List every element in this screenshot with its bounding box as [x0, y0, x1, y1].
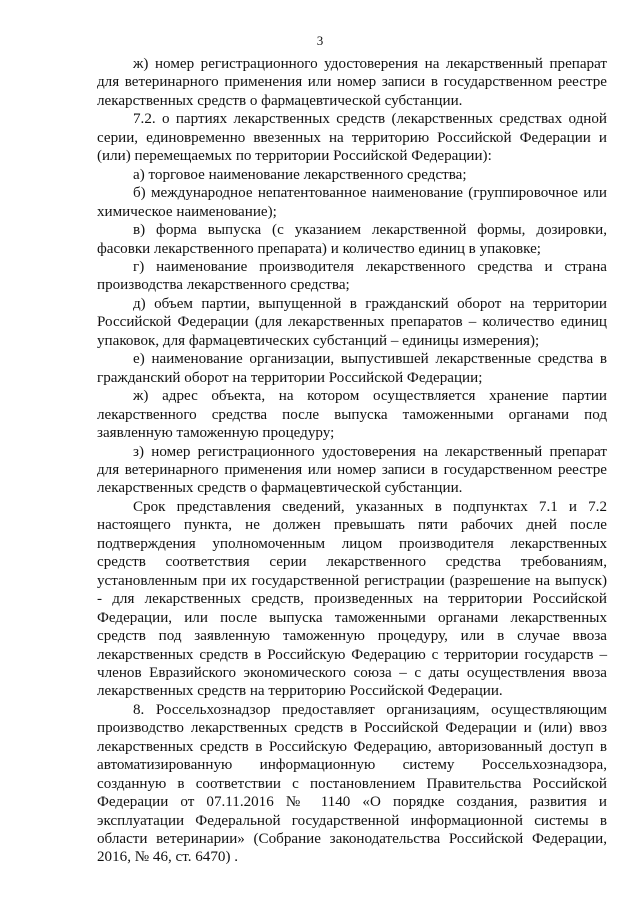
text-line: ж) номер регистрационного удостоверения на лекарственный препарат	[133, 56, 607, 72]
text-line: эксплуатации Федеральной государственной информационной системы в	[97, 812, 607, 829]
text-line: (или) перемещаемых по территории Российской Федерации):	[97, 148, 492, 165]
text-line: е) наименование организации, выпустившей лекарственные средства в	[133, 351, 607, 368]
text-line: 7.2. о партиях лекарственных средств (лекарственных средствах одной	[133, 111, 607, 128]
text-line: д) объем партии, выпущенной в гражданский оборот на территории	[133, 295, 607, 312]
text-line: Федерации, или после выпуска таможенными органами лекарственных	[97, 609, 607, 626]
text-line: гражданский оборот на территории Российской Федерации;	[97, 369, 483, 386]
text-line: заявленную таможенную процедуру;	[97, 425, 335, 442]
text-line: лекарственных средств в Российскую Федерацию, авторизованный доступ в	[97, 738, 607, 755]
text-line: автоматизированную информационную систему Россельхознадзора,	[97, 757, 607, 774]
text-line: 2016, № 46, ст. 6470) .	[97, 849, 239, 866]
text-line: ж) адрес объекта, на котором осуществляется хранение партии	[133, 388, 607, 405]
text-line: серии, единовременно ввезенных на территорию Российской Федерации и	[97, 129, 607, 146]
text-line: средств соответствия серии лекарственного средства требованиям,	[97, 554, 607, 571]
text-line: б) международное непатентованное наименование (группировочное или	[133, 185, 607, 202]
text-line: лекарственных средств в Российскую Федерацию с территории государств –	[97, 646, 607, 663]
text-line: для ветеринарного применения или номер записи в государственном реестре	[97, 461, 607, 478]
text-line: для ветеринарного применения или номер записи в государственном реестре	[97, 74, 607, 91]
text-line: з) номер регистрационного удостоверения на лекарственный препарат	[133, 443, 607, 460]
text-line: - для лекарственных средств, произведенных на территории Российской	[97, 591, 607, 608]
text-line: 8. Россельхознадзор предоставляет организациям, осуществляющим	[133, 701, 607, 718]
text-line: Срок представления сведений, указанных в подпунктах 7.1 и 7.2	[133, 498, 607, 515]
document-body	[97, 55, 607, 867]
text-line: лекарственного средства после выпуска таможенными органами под	[97, 406, 607, 423]
text-line: Российской Федерации (для лекарственных препаратов – количество единиц	[97, 314, 607, 331]
page-number: 3	[316, 33, 324, 48]
text-line: г) наименование производителя лекарственного средства и страна	[133, 258, 607, 275]
text-line: Федерации от 07.11.2016 № 1140 «О порядке создания, развития и	[97, 794, 607, 811]
text-line: производства лекарственного средства;	[97, 277, 350, 294]
text-line: лекарственных средств о фармацевтической субстанции.	[97, 92, 463, 109]
text-line: фасовки лекарственного препарата) и количество единиц в упаковке;	[97, 240, 541, 257]
text-line: производство лекарственных средств в Российской Федерации и (или) ввоз	[97, 720, 607, 737]
text-line: установленным при их государственной регистрации (разрешение на выпуск)	[97, 572, 607, 589]
text-line: в) форма выпуска (с указанием лекарственной формы, дозировки,	[133, 222, 607, 239]
text-line: лекарственных средств о фармацевтической субстанции.	[97, 480, 463, 497]
text-line: подтверждения уполномоченным лицом производителя лекарственных	[97, 535, 607, 552]
text-line: средств под заявленную таможенную процедуру, или в случае ввоза	[97, 628, 607, 645]
text-line: химическое наименование);	[97, 203, 277, 220]
text-line: членов Евразийского экономического союза – с даты осуществления ввоза	[97, 664, 607, 681]
text-line: созданную в соответствии с постановлением Правительства Российской	[97, 775, 607, 792]
text-line: настоящего пункта, не должен превышать пяти рабочих дней после	[97, 517, 607, 534]
text-line: области ветеринарии» (Собрание законодательства Российской Федерации,	[97, 831, 607, 848]
text-line: упаковок, для фармацевтических субстанций – единицы измерения);	[97, 332, 540, 349]
text-line: а) торговое наименование лекарственного средства;	[133, 166, 467, 183]
text-line: лекарственных средств на территорию Российской Федерации.	[97, 683, 503, 700]
